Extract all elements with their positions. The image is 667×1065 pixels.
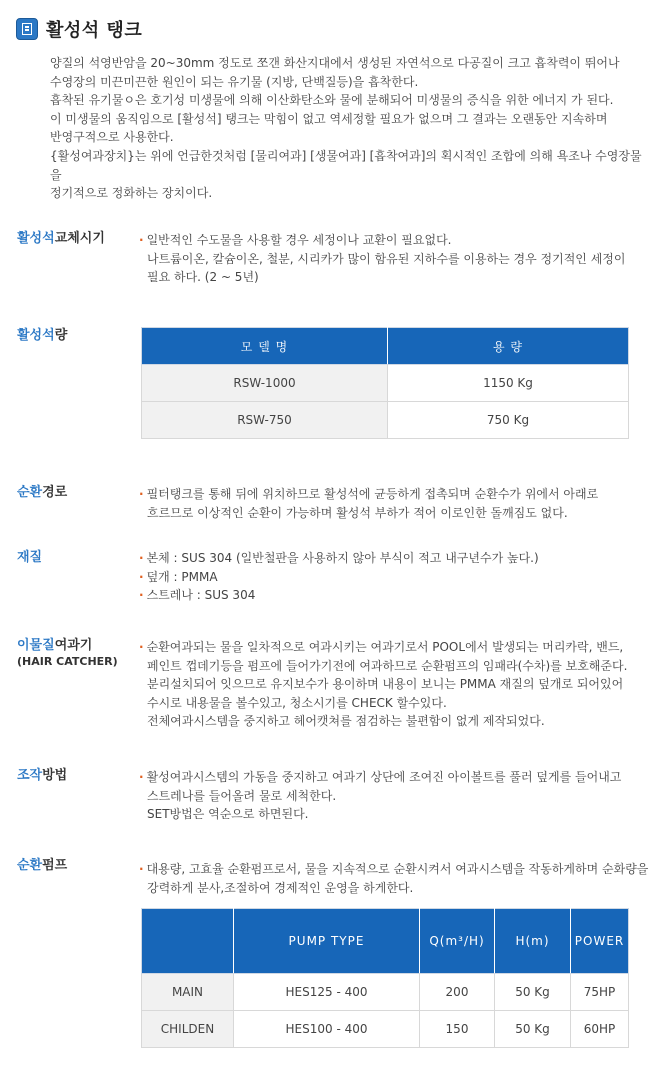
body-line: 본체 : SUS 304 (일반철판을 사용하지 않아 부식이 적고 내구년수가 높다.): [146, 551, 539, 565]
table-header: 모 델 명: [142, 328, 388, 365]
table-header: H(m): [495, 909, 571, 974]
body-line: 페인트 껍데기등을 펌프에 들어가기전에 여과하므로 순환펌프의 임패라(수차)를 보호해준다.: [147, 658, 628, 673]
bullet-icon: ·: [139, 770, 144, 784]
label-highlight: 활성석: [17, 328, 55, 343]
body-line: 스트레나 : SUS 304: [146, 588, 256, 603]
bullet-icon: ·: [139, 487, 144, 501]
table-cell: 1150 Kg: [388, 365, 629, 402]
table-row: [142, 365, 629, 402]
table-cell: 150: [420, 1011, 495, 1048]
intro-text: [50, 54, 650, 203]
body-line: 스트레나를 들어올려 물로 세척한다.: [147, 788, 337, 803]
label-rest: 경로: [42, 485, 68, 500]
body-line: 활성여과시스템의 가동을 중지하고 여과기 상단에 조여진 아이볼트를 풀러 덮게를 들어내고: [146, 770, 622, 784]
label-rest: 여과기: [54, 638, 93, 653]
table-cell: CHILDEN: [142, 1011, 234, 1048]
table-cell: 50 Kg: [495, 974, 571, 1011]
section-route-label: [17, 484, 67, 501]
label-highlight: 활성석: [17, 231, 55, 246]
section-material-label: [17, 549, 42, 566]
bullet-icon: ·: [139, 551, 144, 565]
table-cell: RSW-1000: [142, 365, 388, 402]
section-hair-body: [139, 638, 649, 731]
table-cell: 75HP: [571, 974, 629, 1011]
body-line: 전체여과시스템을 중지하고 헤어캣쳐를 점검하는 불편함이 없게 제작되었다.: [147, 714, 545, 729]
body-line: 순환여과되는 물을 일차적으로 여과시키는 여과기로서 POOL에서 발생되는 머리카락, 밴드,: [146, 640, 624, 654]
section-replace-body: [139, 231, 649, 287]
table-cell: 50 Kg: [495, 1011, 571, 1048]
section-pump-body: [139, 860, 649, 897]
label-highlight: 재질: [17, 550, 43, 565]
table-cell: RSW-750: [142, 402, 388, 439]
section-subtitle: (HAIR CATCHER): [17, 655, 118, 668]
table-cell: MAIN: [142, 974, 234, 1011]
body-line: 수시로 내용물을 볼수있고, 청소시기를 CHECK 할수있다.: [147, 695, 447, 710]
section-material-body: [139, 549, 649, 605]
table-cell: HES125 - 400: [234, 974, 420, 1011]
intro-line: 수영장의 미끈미끈한 원인이 되는 유기물 (지방, 단백질등)을 흡착한다.: [50, 74, 419, 89]
label-rest: 량: [54, 328, 68, 343]
section-hair-label: [17, 637, 118, 668]
intro-line: 정기적으로 정화하는 장치이다.: [50, 186, 213, 201]
table-cell: 200: [420, 974, 495, 1011]
body-line: 대용량, 고효율 순환펌프로서, 물을 지속적으로 순환시켜서 여과시스템을 작동하게하며 순화량을: [146, 862, 649, 876]
bullet-icon: ·: [139, 569, 144, 584]
body-line: 흐르므로 이상적인 순환이 가능하며 활성석 부하가 적어 이로인한 돌깨짐도 없다.: [147, 505, 568, 520]
body-line: 필터탱크를 통해 뒤에 위치하므로 활성석에 균등하게 접촉되며 순환수가 위에서 아래로: [146, 487, 599, 501]
table-header: Q(m³/H): [420, 909, 495, 974]
intro-line: 흡착된 유기물ㅇ은 호기성 미생물에 의해 이산화탄소와 물에 분해되어 미생물의 증식을 위한 에너지 가 된다.: [50, 93, 614, 108]
label-highlight: 순환: [17, 485, 43, 500]
pump-table: [141, 908, 629, 1048]
table-cell: 750 Kg: [388, 402, 629, 439]
section-operation-label: [17, 767, 67, 784]
intro-line: {활성여과장치}는 위에 언급한것처럼 [물리여과] [생물여과] [흡착여과]의 획시적인 조합에 의해 욕조나 수영장물을: [50, 148, 642, 182]
table-row: [142, 974, 629, 1011]
label-highlight: 이물질: [17, 638, 55, 653]
section-amount-label: [17, 327, 67, 344]
page-title: 활성석 탱크: [46, 20, 143, 41]
body-line: 필요 하다. (2 ~ 5년): [147, 270, 259, 285]
label-highlight: 조작: [17, 768, 43, 783]
section-route-body: [139, 485, 649, 522]
intro-line: 이 미생물의 움직임으로 [활성석] 탱크는 막힘이 없고 역세정할 필요가 없으며 그 결과는 오랜동안 지속하며: [50, 111, 608, 126]
table-row: [142, 402, 629, 439]
bullet-icon: ·: [139, 862, 144, 876]
amount-table: [141, 327, 629, 439]
body-line: 나트륨이온, 칼슘이온, 철분, 시리카가 많이 함유된 지하수를 이용하는 경우 정기적인 세정이: [147, 251, 626, 266]
table-header: PUMP TYPE: [234, 909, 420, 974]
section-replace-label: [17, 230, 105, 247]
label-rest: 펌프: [42, 858, 68, 873]
intro-line: 반영구적으로 사용한다.: [50, 130, 174, 145]
intro-line: 양질의 석영반암을 20~30mm 정도로 쪼갠 화산지대에서 생성된 자연석으로 다공질이 크고 흡착력이 뛰어나: [50, 56, 620, 70]
body-line: 일반적인 수도물을 사용할 경우 세정이나 교환이 필요없다.: [146, 233, 452, 247]
body-line: 강력하게 분사,조절하여 경제적인 운영을 하게한다.: [147, 880, 414, 895]
label-rest: 교체시기: [54, 231, 105, 246]
body-line: 덮개 : PMMA: [146, 569, 218, 584]
body-line: 분리설치되어 잇으므로 유지보수가 용이하며 내용이 보니는 PMMA 재질의 덮개로 되어있어: [147, 677, 624, 692]
table-header: POWER: [571, 909, 629, 974]
section-operation-body: [139, 768, 649, 824]
body-line: SET방법은 역순으로 하면된다.: [147, 807, 309, 822]
label-highlight: 순환: [17, 858, 43, 873]
table-cell: 60HP: [571, 1011, 629, 1048]
table-header: [142, 909, 234, 974]
page-header: [16, 16, 142, 42]
section-pump-label: [17, 857, 67, 874]
label-rest: 방법: [42, 768, 68, 783]
document-icon: [16, 18, 38, 40]
table-header: 용 량: [388, 328, 629, 365]
bullet-icon: ·: [139, 640, 144, 654]
table-row: [142, 1011, 629, 1048]
bullet-icon: ·: [139, 588, 144, 603]
bullet-icon: ·: [139, 233, 144, 247]
table-cell: HES100 - 400: [234, 1011, 420, 1048]
